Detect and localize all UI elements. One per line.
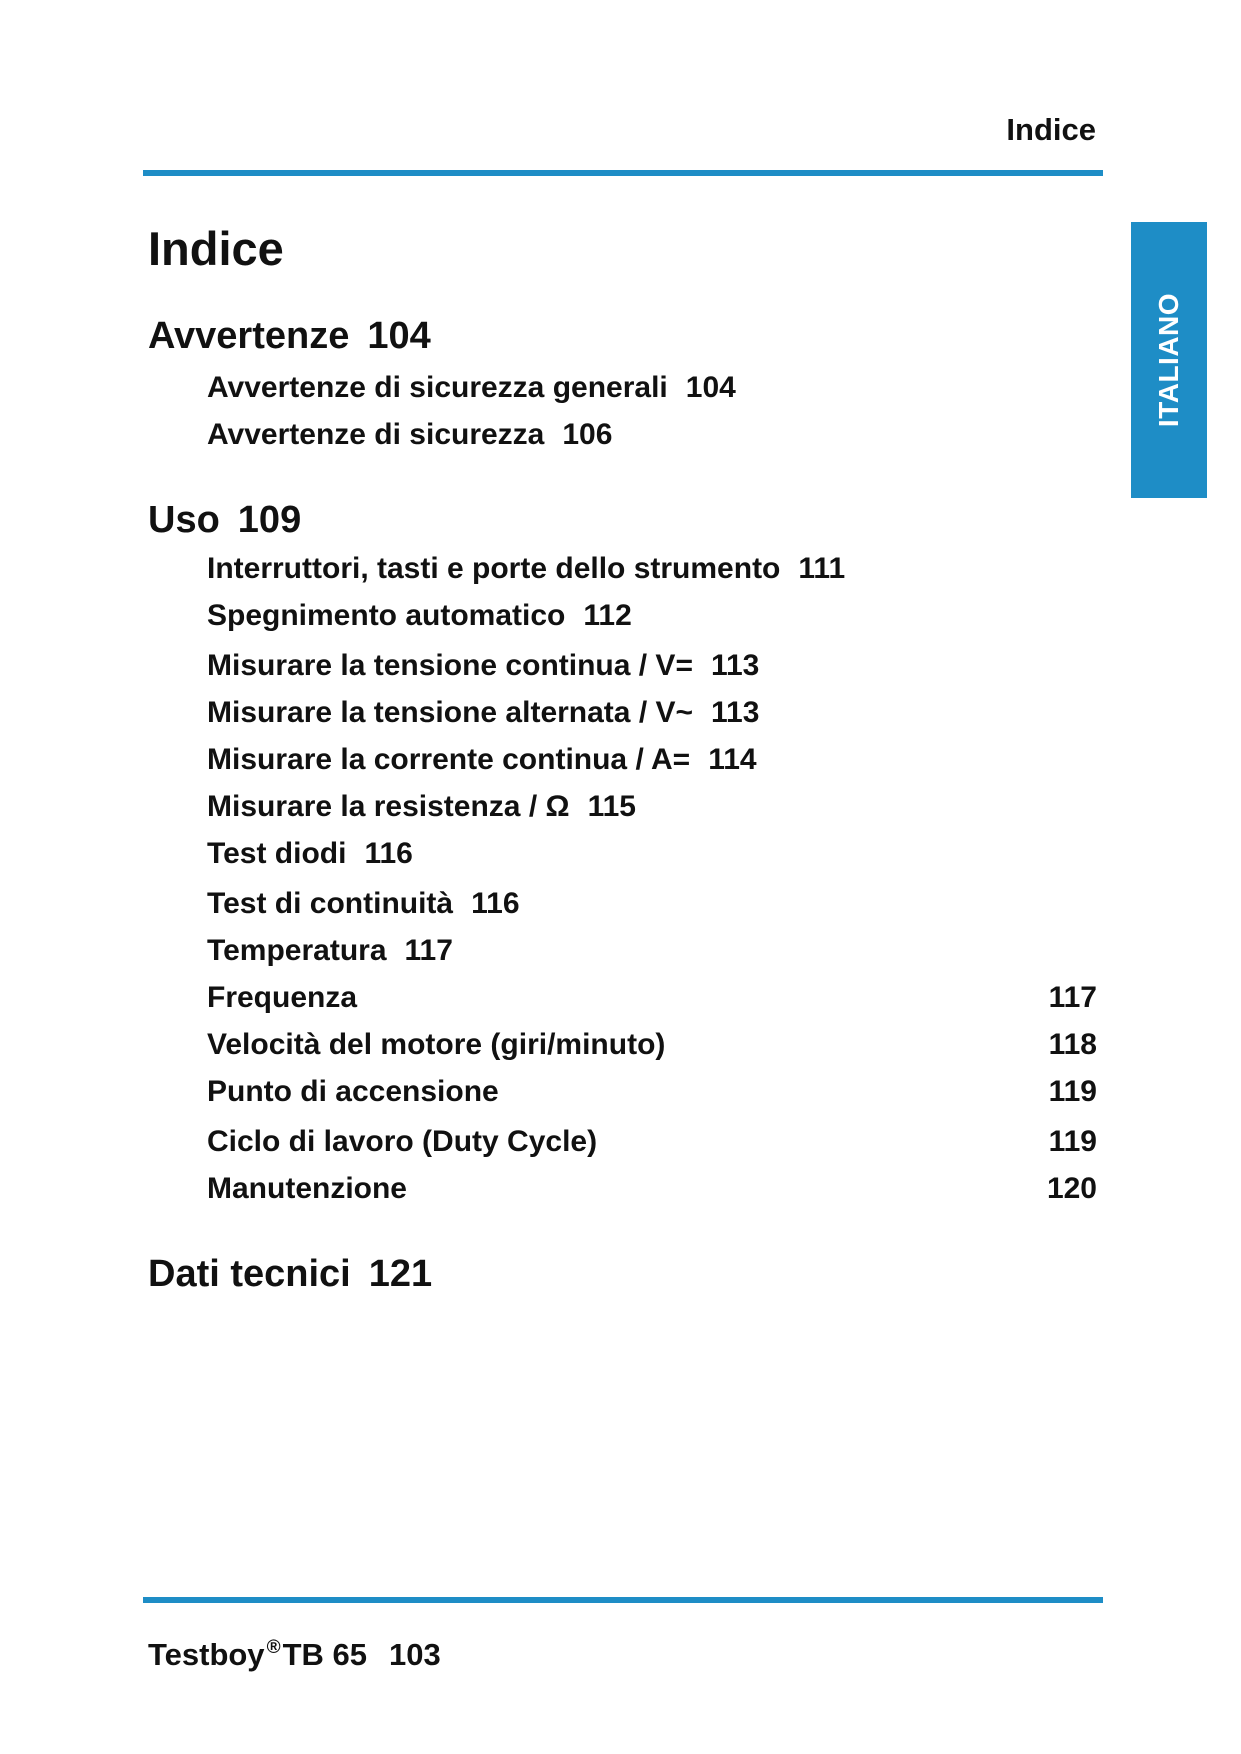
toc-entry-title: Misurare la corrente continua / A= (207, 743, 691, 776)
toc-section-dati-tecnici (148, 1252, 432, 1296)
toc-entry (207, 417, 612, 453)
toc-entry (207, 933, 453, 969)
toc-section-title: Dati tecnici (148, 1253, 351, 1295)
header-rule (143, 170, 1103, 176)
toc-entry-page: 117 (404, 934, 453, 967)
toc-entry-title: Misurare la tensione continua / V= (207, 649, 693, 682)
toc-entry-page: 113 (711, 696, 760, 729)
toc-entry-title: Avvertenze di sicurezza (207, 418, 545, 451)
toc-entry-page: 113 (710, 649, 760, 682)
toc-entry-title: Misurare la tensione alternata / V~ (207, 696, 694, 729)
toc-entry-title: Manutenzione (207, 1172, 407, 1205)
toc-entry-page: 116 (364, 837, 413, 870)
toc-entry-page: 104 (685, 371, 736, 404)
toc-entry (207, 551, 845, 587)
toc-section-uso (148, 498, 301, 542)
toc-entry (207, 370, 736, 406)
footer-rule (143, 1597, 1103, 1603)
toc-entry-title: Velocità del motore (giri/minuto) (207, 1028, 666, 1061)
toc-entry-page: 117 (1048, 981, 1097, 1014)
toc-entry-page: 115 (587, 790, 636, 823)
toc-entry (207, 695, 759, 731)
running-header-title: Indice (1006, 112, 1096, 147)
page-footer (148, 1630, 441, 1673)
toc-entry (207, 1074, 1097, 1110)
toc-entry-title: Frequenza (207, 981, 358, 1014)
language-tab-label: ITALIANO (1153, 292, 1184, 428)
toc-entry (207, 886, 520, 922)
toc-entry-title: Temperatura (207, 934, 387, 967)
toc-section-page: 104 (367, 315, 431, 357)
toc-entry-title: Test diodi (207, 837, 347, 870)
toc-entry (207, 598, 632, 634)
toc-entry-title: Ciclo di lavoro (Duty Cycle) (207, 1125, 598, 1158)
toc-entry-title: Misurare la resistenza / Ω (207, 790, 570, 823)
toc-entry (207, 836, 413, 872)
toc-entry-page: 116 (471, 887, 520, 920)
footer-model: TB 65 (282, 1637, 367, 1672)
toc-section-page: 121 (368, 1253, 433, 1295)
toc-section-title: Uso (148, 499, 220, 541)
toc-entry-title: Avvertenze di sicurezza generali (207, 371, 668, 404)
toc-entry-title: Interruttori, tasti e porte dello strumento (207, 552, 781, 585)
toc-entry (207, 1171, 1097, 1207)
toc-entry-page: 114 (708, 743, 757, 776)
footer-page-number: 103 (388, 1637, 441, 1672)
toc-entry-page: 111 (798, 552, 846, 585)
toc-entry-title: Punto di accensione (207, 1075, 499, 1108)
toc-entry-title: Spegnimento automatico (207, 599, 566, 632)
toc-entry (207, 648, 759, 684)
footer-brand: Testboy (148, 1637, 265, 1672)
toc-entry-page: 120 (1046, 1172, 1097, 1205)
toc-section-title: Avvertenze (148, 315, 350, 357)
toc-entry (207, 1124, 1097, 1160)
registered-mark: ® (266, 1637, 281, 1658)
toc-entry (207, 980, 1097, 1016)
toc-entry-title: Test di continuità (207, 887, 454, 920)
toc-entry-page: 119 (1048, 1075, 1097, 1108)
page-title: Indice (148, 222, 284, 275)
toc-entry-page: 119 (1048, 1125, 1097, 1158)
toc-entry (207, 742, 757, 778)
toc-entry (207, 789, 636, 825)
toc-section-avvertenze (148, 314, 431, 358)
toc-entry-page: 106 (562, 418, 613, 451)
toc-entry-page: 118 (1048, 1028, 1097, 1061)
toc-entry (207, 1027, 1097, 1063)
toc-entry-page: 112 (583, 599, 632, 632)
toc-section-page: 109 (237, 499, 302, 541)
language-tab (1131, 222, 1207, 498)
